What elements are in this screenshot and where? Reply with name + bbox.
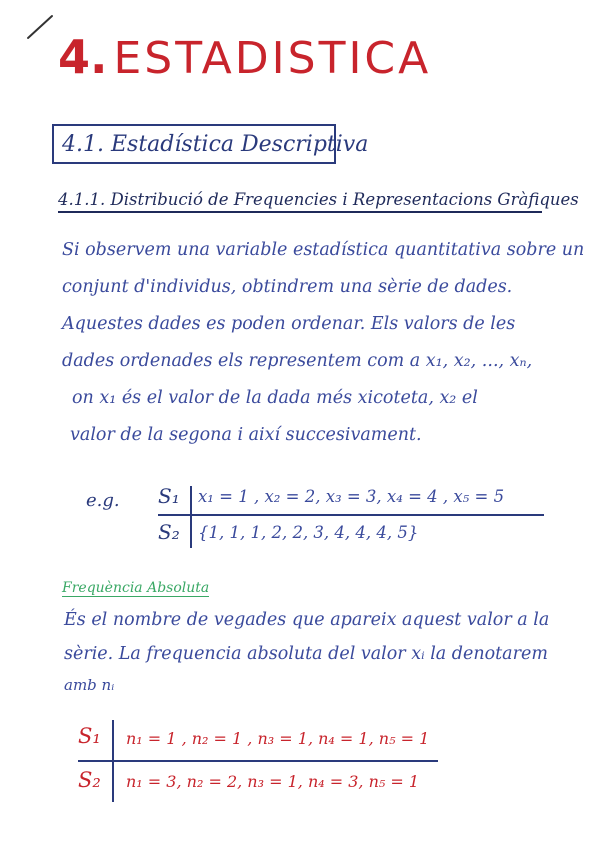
example-row-name: S₂	[158, 520, 180, 544]
example-row-value: {1, 1, 1, 2, 2, 3, 4, 4, 4, 5}	[198, 523, 419, 542]
intro-line: on x₁ és el valor de la dada més xicoteta, x₂ el	[72, 388, 478, 408]
frequency-line: amb nᵢ	[64, 676, 115, 694]
example-table	[158, 482, 544, 552]
frequency-row-name: S₂	[78, 768, 101, 792]
frequency-table	[78, 720, 438, 802]
example-row-name: S₁	[158, 484, 180, 508]
frequency-row-name: S₁	[78, 724, 101, 748]
intro-line: valor de la segona i així succesivament.	[70, 425, 422, 445]
subsection-heading: 4.1.1. Distribució de Frequencies i Representacions Gràfiques	[58, 190, 542, 213]
frequency-row-value: n₁ = 3, n₂ = 2, n₃ = 1, n₄ = 3, n₅ = 1	[126, 772, 420, 791]
section-heading: 4.1. Estadística Descriptiva	[52, 124, 336, 164]
title-text: ESTADISTICA	[113, 33, 432, 84]
intro-line: Si observem una variable estadística quantitativa sobre un	[62, 240, 585, 260]
title-number: 4.	[58, 30, 108, 84]
table-divider-horizontal	[78, 760, 438, 762]
page-title	[58, 30, 431, 84]
frequency-line: sèrie. La frequencia absoluta del valor xᵢ la denotarem	[64, 644, 548, 664]
example-row-value: x₁ = 1 , x₂ = 2, x₃ = 3, x₄ = 4 , x₅ = 5	[198, 487, 505, 506]
frequency-line: És el nombre de vegades que apareix aquest valor a la	[64, 610, 550, 630]
table-divider-vertical	[190, 486, 192, 548]
frequency-row-value: n₁ = 1 , n₂ = 1 , n₃ = 1, n₄ = 1, n₅ = 1	[126, 729, 430, 748]
intro-line: dades ordenades els representem com a x₁, x₂, ..., xₙ,	[62, 351, 533, 371]
example-label: e.g.	[86, 490, 120, 511]
corner-slash-mark	[26, 12, 56, 42]
intro-line: Aquestes dades es poden ordenar. Els valors de les	[62, 314, 516, 334]
table-divider-horizontal	[158, 514, 544, 516]
intro-line: conjunt d'individus, obtindrem una sèrie de dades.	[62, 277, 513, 297]
frequency-heading: Frequència Absoluta	[62, 580, 210, 596]
